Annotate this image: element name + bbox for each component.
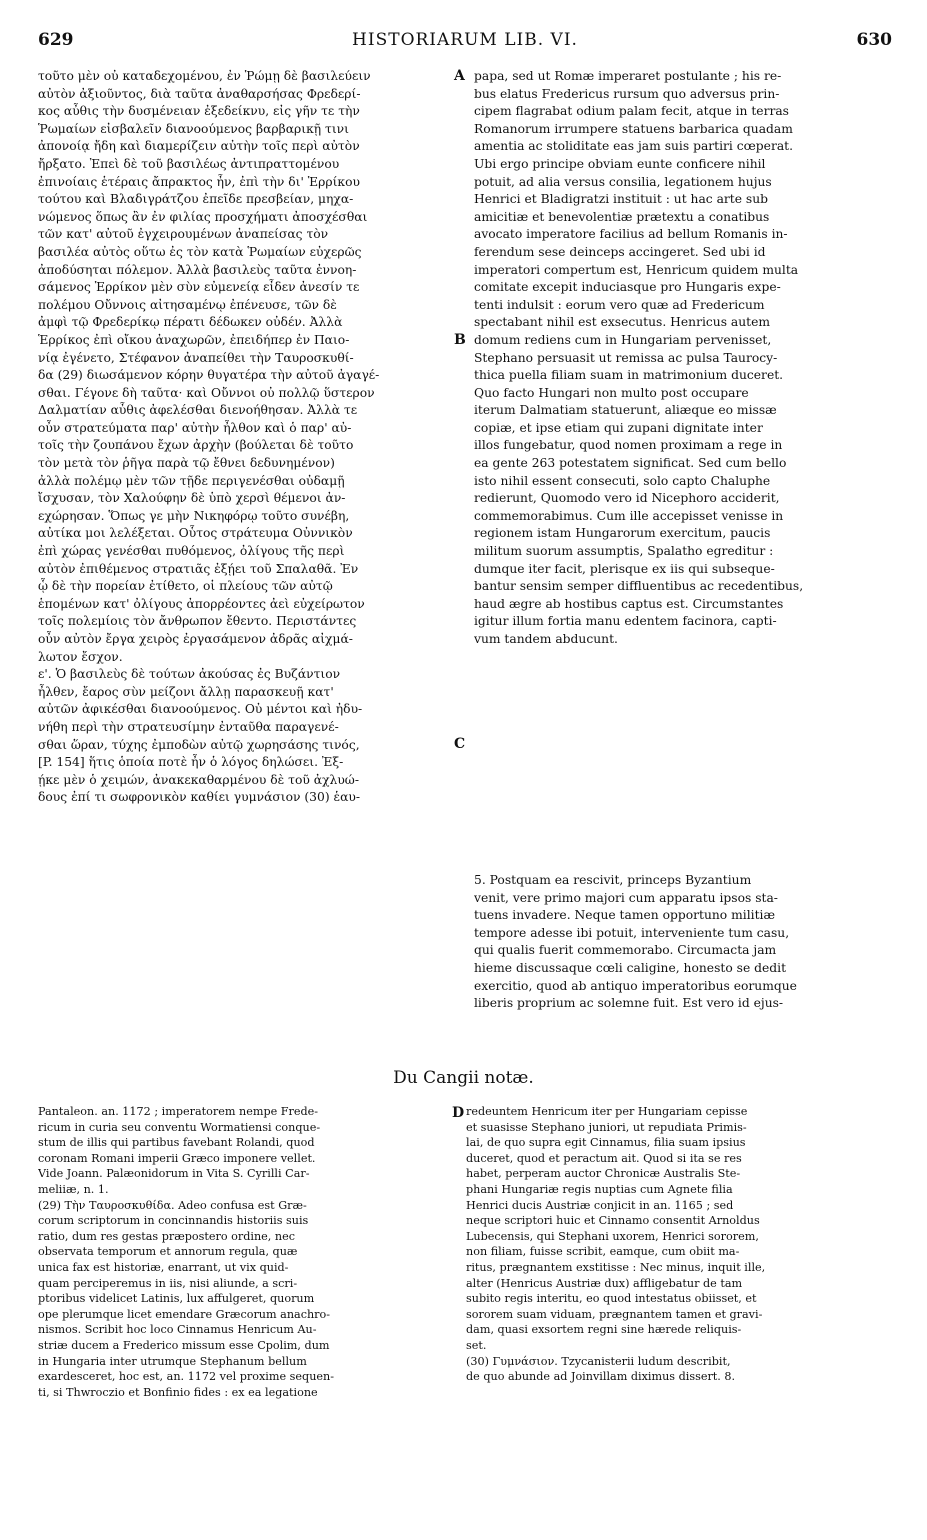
note-line: Vide Joann. Palæonidorum in Vita S. Cyrilli Car- xyxy=(38,1167,310,1181)
greek-text-line: ἀποδύσηται πόλεμον. Ἀλλὰ βασιλεὺς ταῦτα ἐννοη- xyxy=(38,262,357,277)
greek-text-line: αὐτῶν ἀφικέσθαι διανοούμενος. Οὐ μέντοι καὶ ἠδυ- xyxy=(38,702,363,717)
latin-text-line: qui qualis fuerit commemorabo. Circumacta jam xyxy=(474,943,777,958)
latin-text-line: spectabant nihil est exsecutus. Henricus autem xyxy=(474,315,771,330)
greek-text-line: Ἑρρίκος ἐπὶ οἴκου ἀναχωρῶν, ἐπειδήπερ ἐν Παιο- xyxy=(38,332,350,347)
greek-text-line: ἑπομένων κατ' ὀλίγους ἀπορρέοντες ἀεὶ εὐχείρωτον xyxy=(38,596,365,611)
greek-text-line: ἦλθεν, ἔαρος σὺν μείζονι ἄλλῃ παρασκευῇ κατ' xyxy=(38,684,334,699)
note-line: unica fax est historiæ, enarrant, ut vix quid- xyxy=(38,1260,289,1274)
latin-text-line: militum suorum assumptis, Spalatho egreditur : xyxy=(474,544,774,559)
note-line: set. xyxy=(466,1338,487,1352)
greek-text-line: αὐτίκα μοι λελέξεται. Οὗτος στράτευμα Οὐννικὸν xyxy=(38,526,353,541)
latin-text-line: Stephano persuasit ut remissa ac pulsa Taurocy- xyxy=(474,350,778,365)
greek-text-line: αὐτὸν ἀξιοῦντος, διὰ ταῦτα ἀναθαρσήσας Φρεδερί- xyxy=(38,86,361,101)
note-line: ptoribus videlicet Latinis, lux affulgeret, quorum xyxy=(38,1292,315,1306)
greek-text-line: τοῖς πολεμίοις τὸν ἄνθρωπον ἔθεντο. Περιστάντες xyxy=(38,614,357,629)
latin-text-line: redierunt, Quomodo vero id Nicephoro acciderit, xyxy=(474,491,780,506)
note-line: subito regis interitu, eo quod intestatus obiisset, et xyxy=(466,1292,757,1306)
latin-text-line: copiæ, et ipse etiam qui zupani dignitate inter xyxy=(474,420,763,435)
latin-text-line: liberis proprium ac solemne fuit. Est vero id ejus- xyxy=(474,996,784,1011)
note-line: lai, de quo supra egit Cinnamus, filia suam ipsius xyxy=(466,1136,746,1150)
greek-text-line: Δαλματίαν αὖθις ἀφελέσθαι διενοήθησαν. Ἀλλὰ τε xyxy=(38,403,358,418)
greek-text-line: τοῦτο μὲν οὐ καταδεχομένου, ἐν Ῥώμῃ δὲ βασιλεύειν xyxy=(38,69,371,83)
page-number-right: 630 xyxy=(856,30,892,50)
greek-text-line: νώμενος ὅπως ἂν ἐν φιλίας προσχήματι ἀποσχέσθαι xyxy=(38,209,368,224)
latin-text-line: domum rediens cum in Hungariam pervenisset, xyxy=(474,332,772,347)
greek-text-line: Ῥωμαίων εἰσβαλεῖν διανοούμενος βαρβαρικῇ τινι xyxy=(38,121,349,136)
latin-text-line: Romanorum irrumpere statuens barbarica quadam xyxy=(474,121,793,136)
latin-text-line: regionem istam Hungarorum exercitum, paucis xyxy=(474,526,771,541)
greek-text-line: ἐπινοίαις ἑτέραις ἄπρακτος ἦν, ἐπὶ τὴν δι' Ἑρρίκου xyxy=(38,174,360,189)
latin-text-line: dumque iter facit, plerisque ex iis qui subseque- xyxy=(474,561,775,576)
note-line: sororem suam viduam, prægnantem tamen et gravi- xyxy=(466,1307,763,1321)
greek-text-line: τούτου καὶ Βλαδιγράτζου ἐπεῖδε πρεσβείαν, μηχα- xyxy=(38,192,354,207)
latin-text-line: papa, sed ut Romæ imperaret postulante ; his re- xyxy=(474,69,782,83)
latin-text-line: isto nihil essent consecuti, solo capto Chaluphe xyxy=(474,473,771,488)
latin-text-line: imperatori compertum est, Henricum quidem multa xyxy=(474,262,799,277)
latin-text-line: tenti indulsit : eorum vero quæ ad Fredericum xyxy=(474,297,765,312)
latin-text-line: bantur sensim semper diffluentibus ac recedentibus, xyxy=(474,579,804,594)
greek-text-line: ἀλλὰ πολέμῳ μὲν τῶν τῇδε περιγενέσθαι οὐδαμῇ xyxy=(38,473,345,488)
greek-text-line: ἀμφὶ τῷ Φρεδερίκῳ πέρατι δέδωκεν οὐδέν. Ἀλλὰ xyxy=(38,315,343,330)
latin-text-line: Quo facto Hungari non multo post occupare xyxy=(474,385,749,400)
latin-text-line: cipem flagrabat odium palam fecit, atque in terras xyxy=(474,104,789,119)
greek-text-line: νίᾳ ἐγένετο, Στέφανον ἀναπείθει τὴν Ταυροσκυθί- xyxy=(38,350,354,365)
greek-text-line: [P. 154] ἥτις ὁποία ποτὲ ἦν ὁ λόγος δηλώσει. Ἐξ- xyxy=(38,755,344,770)
note-line: non filiam, fuisse scribit, eamque, cum obiit ma- xyxy=(466,1245,740,1259)
greek-text-line: κος αὖθις τὴν δυσμένειαν ἐξεδείκνυ, εἰς γῆν τε τὴν xyxy=(38,104,360,119)
running-title: HISTORIARUM LIB. VI. xyxy=(352,30,578,50)
latin-text-column xyxy=(474,68,889,649)
note-line: duceret, quod et peractum ait. Quod si ita se res xyxy=(466,1151,742,1165)
greek-text-line: νήθη περὶ τὴν στρατευσίμην ἐνταῦθα παραγενέ- xyxy=(38,719,339,734)
latin-text-line: amentia ac stoliditate eas jam suis partiri cœperat. xyxy=(474,139,794,154)
note-line: dam, quasi exsortem regni sine hærede reliquis- xyxy=(466,1323,742,1337)
greek-text-line: λωτον ἔσχον. xyxy=(38,649,123,664)
greek-text-line: ᾧ δὲ τὴν πορείαν ἐτίθετο, οἱ πλείους τῶν αὐτῷ xyxy=(38,579,333,594)
margin-letter-b: B xyxy=(454,332,466,348)
latin-text-line: amicitiæ et benevolentiæ prætextu a conatibus xyxy=(474,209,770,224)
note-line: Henrici ducis Austriæ conjicit in an. 1165 ; sed xyxy=(466,1198,734,1212)
greek-text-line: ἤρξατο. Ἐπεὶ δὲ τοῦ βασιλέως ἀντιπραττομένου xyxy=(38,156,340,171)
latin-text-line: tuens invadere. Neque tamen opportuno militiæ xyxy=(474,908,775,923)
page-number-left: 629 xyxy=(38,30,74,50)
greek-text-line: εχώρησαν. Ὅπως γε μὴν Νικηφόρῳ τοῦτο συνέβη, xyxy=(38,508,350,523)
latin-text-line: hieme discussaque cœli caligine, honesto se dedit xyxy=(474,960,787,975)
greek-text-line: ῄκε μὲν ὁ χειμών, ἀνακεκαθαρμένου δὲ τοῦ ἀχλυώ- xyxy=(38,772,359,787)
greek-text-line: βασιλέα αὐτὸς οὕτω ἐς τὸν κατὰ Ῥωμαίων εὐχερῶς xyxy=(38,244,362,259)
greek-text-line: τῶν κατ' αὐτοῦ ἐγχειρουμένων ἀναπείσας τὸν xyxy=(38,227,329,242)
greek-text-line: πολέμου Οὔννοις αἰτησαμένῳ ἐπένευσε, τῶν δὲ xyxy=(38,297,337,312)
latin-text-line: iterum Dalmatiam statuerunt, aliæque eo missæ xyxy=(474,403,777,418)
latin-text-line: exercitio, quod ab antiquo imperatoribus eorumque xyxy=(474,978,797,993)
greek-text-line: οὖν στρατεύματα παρ' αὐτὴν ἦλθον καὶ ὁ παρ' αὐ- xyxy=(38,420,352,435)
latin-text-line: Ubi ergo principe obviam eunte conficere nihil xyxy=(474,156,766,171)
greek-text-line: ε'. Ὁ βασιλεὺς δὲ τούτων ἀκούσας ἐς Βυζάντιον xyxy=(38,667,341,682)
latin-text-line: igitur illum fortia manu edentem facinora, capti- xyxy=(474,614,777,629)
latin-text-line: bus elatus Fredericus rursum quo adversus prin- xyxy=(474,86,780,101)
greek-text-line: σθαι ὥραν, τύχης ἐμποδὼν αὐτῷ χωρησάσης τινός, xyxy=(38,737,360,752)
greek-text-line: δους ἐπί τι σωφρονικὸν καθίει γυμνάσιον (30) ἑαυ- xyxy=(38,790,361,805)
latin-text-line: ferendum sese deinceps accingeret. Sed ubi id xyxy=(474,244,766,259)
note-line: Pantaleon. an. 1172 ; imperatorem nempe Frede- xyxy=(38,1105,319,1118)
greek-text-column xyxy=(38,68,448,807)
greek-text-line: δα (29) διωσάμενον κόρην θυγατέρα τὴν αὐτοῦ ἀγαγέ- xyxy=(38,368,380,383)
latin-text-line: Henrici et Bladigratzi instituit : ut hac arte sub xyxy=(474,192,769,207)
note-line: redeuntem Henricum iter per Hungariam cepisse xyxy=(466,1105,748,1118)
note-line: nismos. Scribit hoc loco Cinnamus Henricum Au- xyxy=(38,1323,317,1337)
greek-text-line: οὖν αὐτὸν ἔργα χειρὸς ἐργασάμενον ἀδρᾶς αἰχμά- xyxy=(38,632,353,646)
latin-text-line: thica puella filiam suam in matrimonium duceret. xyxy=(474,368,784,383)
note-line: (30) Γυμνάσιον. Tzycanisterii ludum describit, xyxy=(466,1354,731,1368)
note-line: et suasisse Stephano juniori, ut repudiata Primis- xyxy=(466,1120,747,1134)
notes-left-column xyxy=(38,1104,448,1400)
latin-text-line: avocato imperatore facilius ad bellum Romanis in- xyxy=(474,227,788,242)
note-line: ratio, dum res gestas præpostero ordine, nec xyxy=(38,1229,295,1243)
note-line: exardesceret, hoc est, an. 1172 vel proxime sequen- xyxy=(38,1370,335,1384)
note-line: meliiæ, n. 1. xyxy=(38,1182,109,1196)
note-line: de quo abunde ad Joinvillam diximus dissert. 8. xyxy=(466,1370,736,1384)
note-line: phani Hungariæ regis nuptias cum Agnete filia xyxy=(466,1182,733,1196)
note-line: corum scriptorum in concinnandis historiis suis xyxy=(38,1214,309,1228)
margin-letter-d: D xyxy=(452,1105,465,1121)
note-line: neque scriptori huic et Cinnamo consentit Arnoldus xyxy=(466,1214,760,1228)
greek-text-line: σάμενος Ἑρρίκον μὲν σὺν εὐμενείᾳ εἶδεν ἀνεσίν τε xyxy=(38,280,360,295)
latin-text-line: vum tandem abducunt. xyxy=(474,632,618,646)
latin-text-line: ea gente 263 potestatem significat. Sed cum bello xyxy=(474,456,787,471)
note-line: ricum in curia seu conventu Wormatiensi conque- xyxy=(38,1120,321,1134)
latin-text-line: commemorabimus. Cum ille accepisset venisse in xyxy=(474,508,784,523)
note-line: ti, si Thwroczio et Bonfinio fides : ex ea legatione xyxy=(38,1385,318,1399)
note-line: striæ ducem a Frederico missum esse Cpolim, dum xyxy=(38,1338,330,1352)
notes-title: Du Cangii notæ. xyxy=(393,1068,534,1088)
note-line: ope plerumque licet emendare Græcorum anachro- xyxy=(38,1307,331,1321)
greek-text-line: σθαι. Γέγονε δὴ ταῦτα· καὶ Οὔννοι οὐ πολλῷ ὕστερον xyxy=(38,385,375,400)
greek-text-line: τοῖς τὴν ζουπάνου ἔχων ἀρχὴν (βούλεται δὲ τοῦτο xyxy=(38,438,354,453)
greek-text-line: αὐτὸν ἐπιθέμενος στρατιᾶς ἐξῄει τοῦ Σπαλαθᾶ. Ἐν xyxy=(38,561,359,576)
note-line: (29) Τὴν Ταυροσκυθίδα. Adeo confusa est Græ- xyxy=(38,1198,307,1212)
note-line: quam perciperemus in iis, nisi aliunde, a scri- xyxy=(38,1276,298,1290)
note-line: alter (Henricus Austriæ dux) affligebatur de tam xyxy=(466,1276,743,1290)
greek-text-line: ἀπονοίᾳ ἤδη καὶ διαμερίζειν αὐτὴν τοῖς περὶ αὐτὸν xyxy=(38,139,360,154)
latin-text-line: 5. Postquam ea rescivit, princeps Byzantium xyxy=(474,873,752,887)
running-header xyxy=(38,30,892,58)
note-line: habet, perperam auctor Chronicæ Australis Ste- xyxy=(466,1167,741,1181)
latin-text-line: venit, vere primo majori cum apparatu ipsos sta- xyxy=(474,890,778,905)
note-line: stum de illis qui partibus favebant Rolandi, quod xyxy=(38,1136,315,1150)
notes-right-column xyxy=(466,1104,886,1385)
note-line: in Hungaria inter utrumque Stephanum bellum xyxy=(38,1354,307,1368)
note-line: observata temporum et annorum regula, quæ xyxy=(38,1245,298,1259)
latin-text-line: illos fungebatur, quod nomen proximam a rege in xyxy=(474,438,783,453)
latin-text-line: tempore adesse ibi potuit, interveniente tum casu, xyxy=(474,925,790,940)
margin-letter-c: C xyxy=(454,736,466,752)
latin-text-column-section-5 xyxy=(474,872,889,1013)
greek-text-line: ἐπὶ χώρας γενέσθαι πυθόμενος, ὀλίγους τῆς περὶ xyxy=(38,544,345,559)
margin-letter-a: A xyxy=(454,68,465,84)
latin-text-line: comitate excepit induciasque pro Hungaris expe- xyxy=(474,280,781,295)
note-line: Lubecensis, qui Stephani uxorem, Henrici sororem, xyxy=(466,1229,759,1243)
greek-text-line: τὸν μετὰ τὸν ῥῆγα παρὰ τῷ ἔθνει δεδυνημένον) xyxy=(38,456,335,471)
note-line: coronam Romani imperii Græco imponere vellet. xyxy=(38,1151,316,1165)
latin-text-line: haud ægre ab hostibus captus est. Circumstantes xyxy=(474,596,784,611)
latin-text-line: potuit, ad alia versus consilia, legationem hujus xyxy=(474,174,772,189)
note-line: ritus, prægnantem exstitisse : Nec minus, inquit ille, xyxy=(466,1260,766,1274)
greek-text-line: ἴσχυσαν, τὸν Χαλούφην δὲ ὑπὸ χερσὶ θέμενοι ἀν- xyxy=(38,491,346,506)
